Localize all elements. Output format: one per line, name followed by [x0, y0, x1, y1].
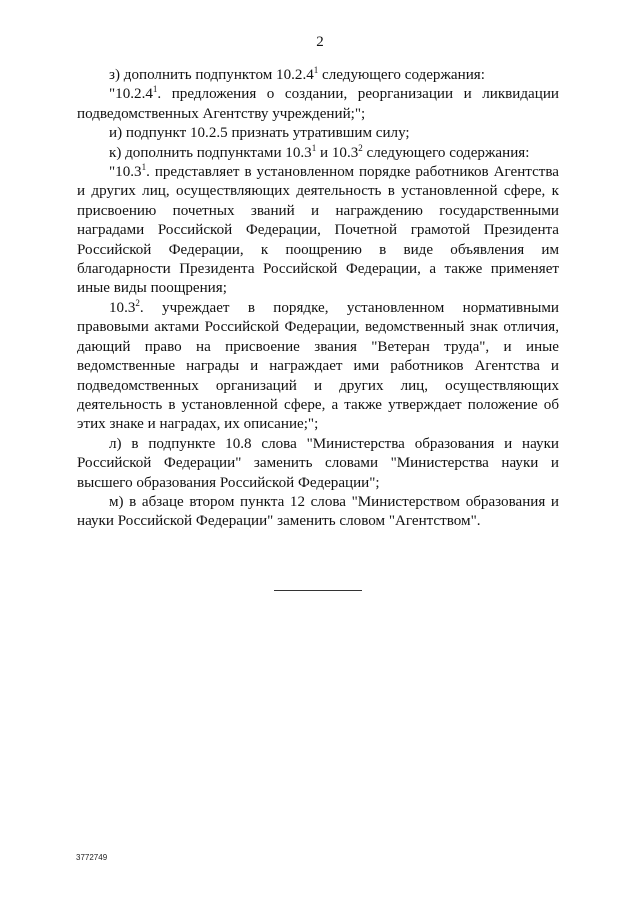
paragraph-text: . предложения о создании, реорганизации и ликвидации подведомственных Агентству учреждений;";: [77, 86, 559, 122]
end-divider-line: [274, 590, 362, 591]
paragraph-text: з) дополнить подпунктом 10.2.4: [109, 67, 314, 83]
paragraph-text: . учреждает в порядке, установленном нормативными правовыми актами Российской Федерации, ведомственный знак отличия, дающий право на присвоение звания "Ветеран труда", и иные ведомственные награды и награждает ими работников Агентства и подведомственных организаций и других лиц, осуществляющих деятельность в установленной сфере, а также утверждает положение об этих знаке и наградах, их описание;";: [77, 299, 559, 433]
superscript: 2: [358, 142, 363, 153]
paragraph-z: [77, 66, 559, 85]
paragraph-quote-10-2-4: [77, 85, 559, 124]
document-body: [77, 66, 559, 532]
paragraph-text: 10.3: [109, 299, 136, 316]
paragraph-text: . представляет в установленном порядке работников Агентства и других лиц, осуществляющих деятельность в установленной сфере, к присвоению почетных званий и награждению государственными наградами Российской Федерации, Почетной грамотой Президента Российской Федерации, к поощрению в виде объявления им благодарности Президента Российской Федерации, а также применяет иные виды поощрения;: [77, 164, 559, 297]
paragraph-m: [77, 493, 559, 532]
document-number: 3772749: [76, 853, 108, 862]
superscript: 1: [313, 65, 319, 75]
paragraph-text: к) дополнить подпунктами 10.3: [109, 144, 312, 161]
paragraph-10-3-1: [77, 163, 559, 299]
paragraph-k: [77, 144, 559, 163]
paragraph-10-3-2: [77, 299, 559, 435]
superscript: 2: [135, 297, 140, 308]
paragraph-text: л) в подпункте 10.8 слова "Министерства образования и науки Российской Федерации" заменить словами "Министерства науки и высшего образования Российской Федерации";: [77, 435, 559, 491]
paragraph-text: "10.2.4: [109, 86, 153, 103]
paragraph-l: [77, 435, 559, 493]
page-number: 2: [316, 34, 324, 50]
paragraph-text: и) подпункт 10.2.5 признать утратившим силу;: [109, 125, 410, 142]
paragraph-text: следующего содержания:: [362, 144, 530, 161]
superscript: 1: [141, 162, 147, 173]
paragraph-text: и 10.3: [316, 144, 359, 161]
paragraph-text: следующего содержания:: [318, 67, 485, 83]
paragraph-text: "10.3: [109, 164, 142, 181]
superscript: 1: [311, 142, 317, 153]
paragraph-text: м) в абзаце втором пункта 12 слова "Министерством образования и науки Российской Федерации" заменить словом "Агентством".: [77, 493, 559, 530]
paragraph-i: [77, 124, 559, 143]
superscript: 1: [152, 84, 158, 95]
